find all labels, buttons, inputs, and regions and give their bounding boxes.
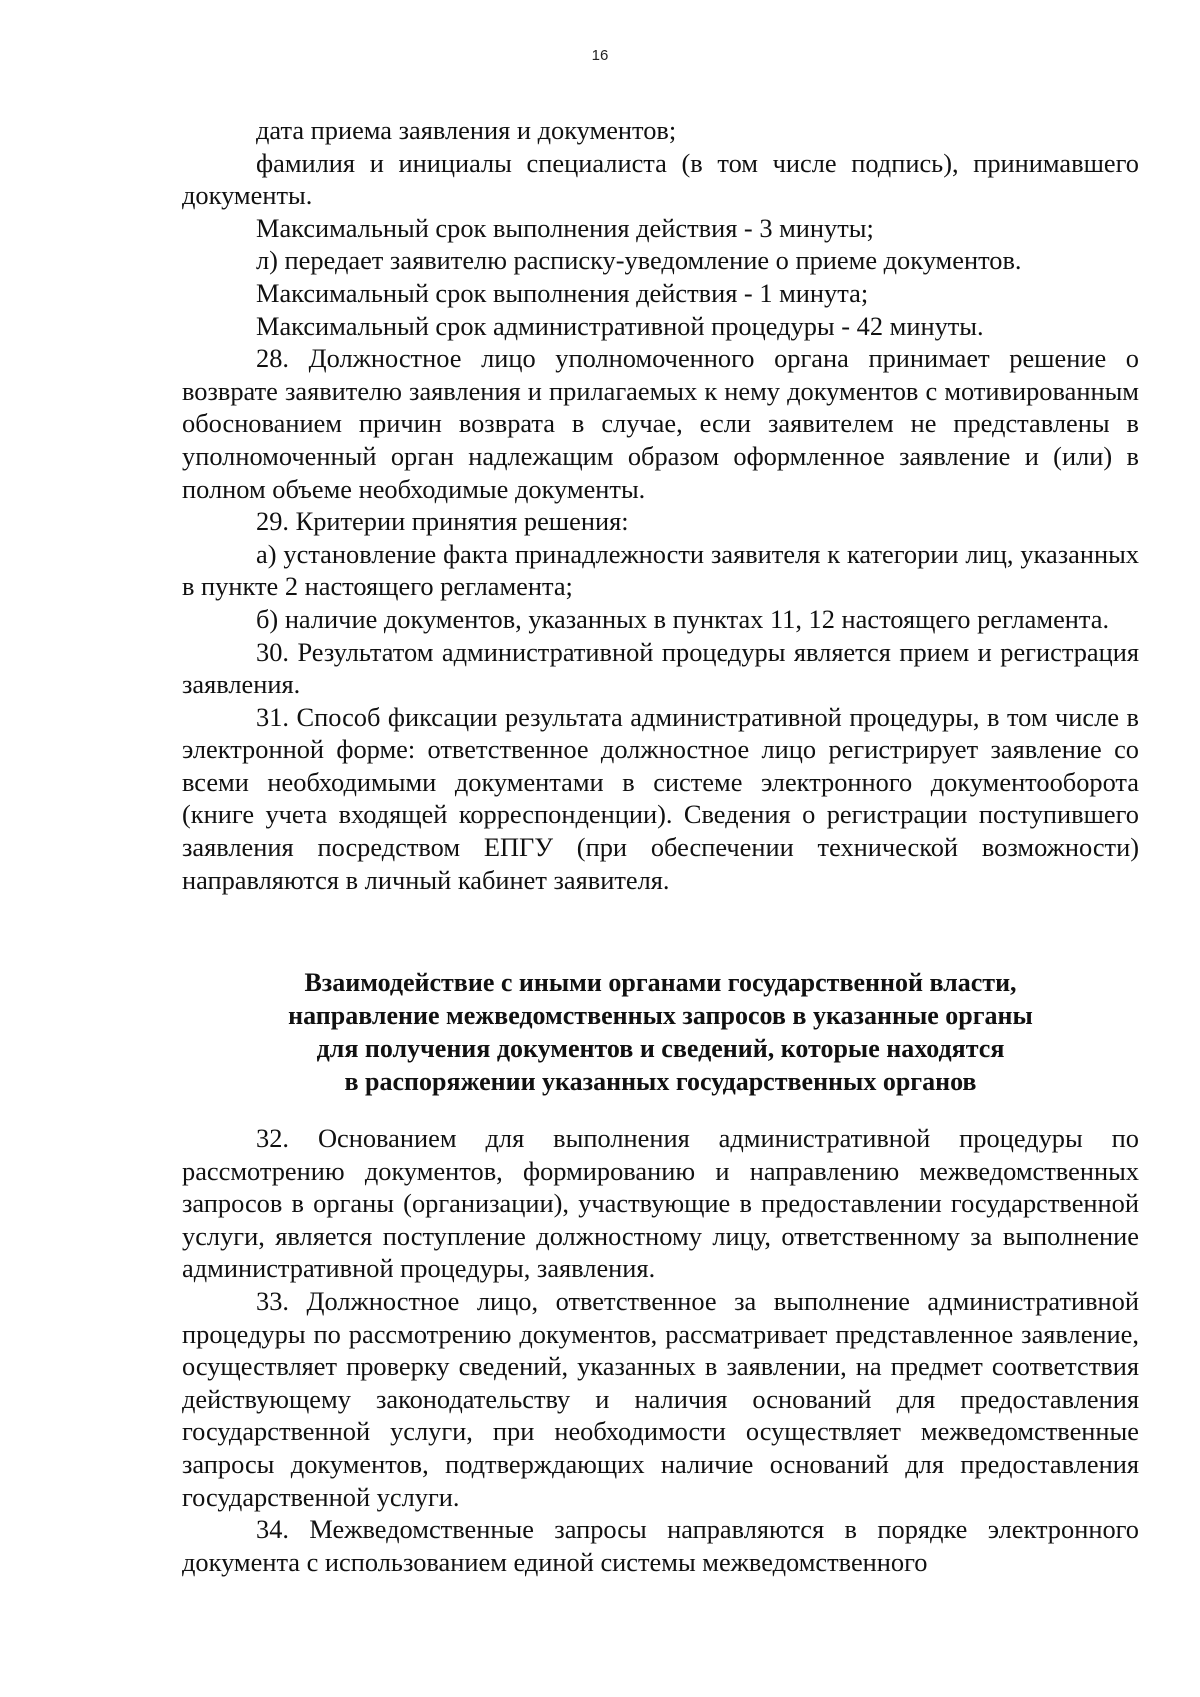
paragraph: Максимальный срок выполнения действия - 1 минута; bbox=[256, 277, 869, 308]
page-number: 16 bbox=[591, 47, 609, 64]
body-text-top bbox=[182, 114, 1139, 896]
paragraph: фамилия и инициалы специалиста (в том числе подпись), принимавшего документы. bbox=[182, 147, 1139, 211]
paragraph: дата приема заявления и документов; bbox=[256, 115, 677, 145]
heading-line: в распоряжении указанных государственных органов bbox=[344, 1067, 977, 1096]
paragraph-30: 30. Результатом административной процедуры является прием и регистрация заявления. bbox=[182, 636, 1139, 700]
paragraph-29: 29. Критерии принятия решения: bbox=[256, 506, 629, 537]
body-text-bottom bbox=[182, 1122, 1139, 1578]
paragraph: Максимальный срок административной процедуры - 42 минуты. bbox=[256, 310, 984, 341]
paragraph: л) передает заявителю расписку-уведомление о приеме документов. bbox=[256, 245, 1022, 276]
paragraph-29b: б) наличие документов, указанных в пунктах 11, 12 настоящего регламента. bbox=[256, 603, 1110, 634]
paragraph: Максимальный срок выполнения действия - 3 минуты; bbox=[256, 212, 874, 243]
paragraph-29a: а) установление факта принадлежности заявителя к категории лиц, указанных в пункте 2 настоящего регламента; bbox=[182, 538, 1139, 602]
heading-line: направление межведомственных запросов в указанные органы bbox=[288, 1001, 1033, 1030]
heading-line: для получения документов и сведений, которые находятся bbox=[316, 1034, 1005, 1063]
heading-line: Взаимодействие с иными органами государственной власти, bbox=[304, 968, 1017, 997]
paragraph-32: 32. Основанием для выполнения административной процедуры по рассмотрению документов, формированию и направлению межведомственных запросов в органы (организации), участвующие в предоставлении государственной услуги, является поступление должностному лицу, ответственному за выполнение административной процедуры, заявления. bbox=[182, 1123, 1139, 1284]
paragraph-31: 31. Способ фиксации результата административной процедуры, в том числе в электронной форме: ответственное должностное лицо регистрирует заявление со всеми необходимыми документами в системе электронного документооборота (книге учета входящей корреспонденции). Сведения о регистрации поступившего заявления посредством ЕПГУ (при обеспечении технической возможности) направляются в личный кабинет заявителя. bbox=[182, 701, 1139, 895]
paragraph-33: 33. Должностное лицо, ответственное за выполнение административной процедуры по рассмотрению документов, рассматривает представленное заявление, осуществляет проверку сведений, указанных в заявлении, на предмет соответствия действующему законодательству и наличия оснований для предоставления государственной услуги, при необходимости осуществляет межведомственные запросы документов, подтверждающих наличие оснований для предоставления государственной услуги. bbox=[182, 1285, 1139, 1512]
section-heading bbox=[182, 966, 1139, 1098]
paragraph-34: 34. Межведомственные запросы направляются в порядке электронного документа с использованием единой системы межведомственного bbox=[182, 1514, 1139, 1577]
paragraph-28: 28. Должностное лицо уполномоченного органа принимает решение о возврате заявителю заявления и прилагаемых к нему документов с мотивированным обоснованием причин возврата в случае, если заявителем не представлены в уполномоченный орган надлежащим образом оформленное заявление и (или) в полном объеме необходимые документы. bbox=[182, 343, 1139, 504]
